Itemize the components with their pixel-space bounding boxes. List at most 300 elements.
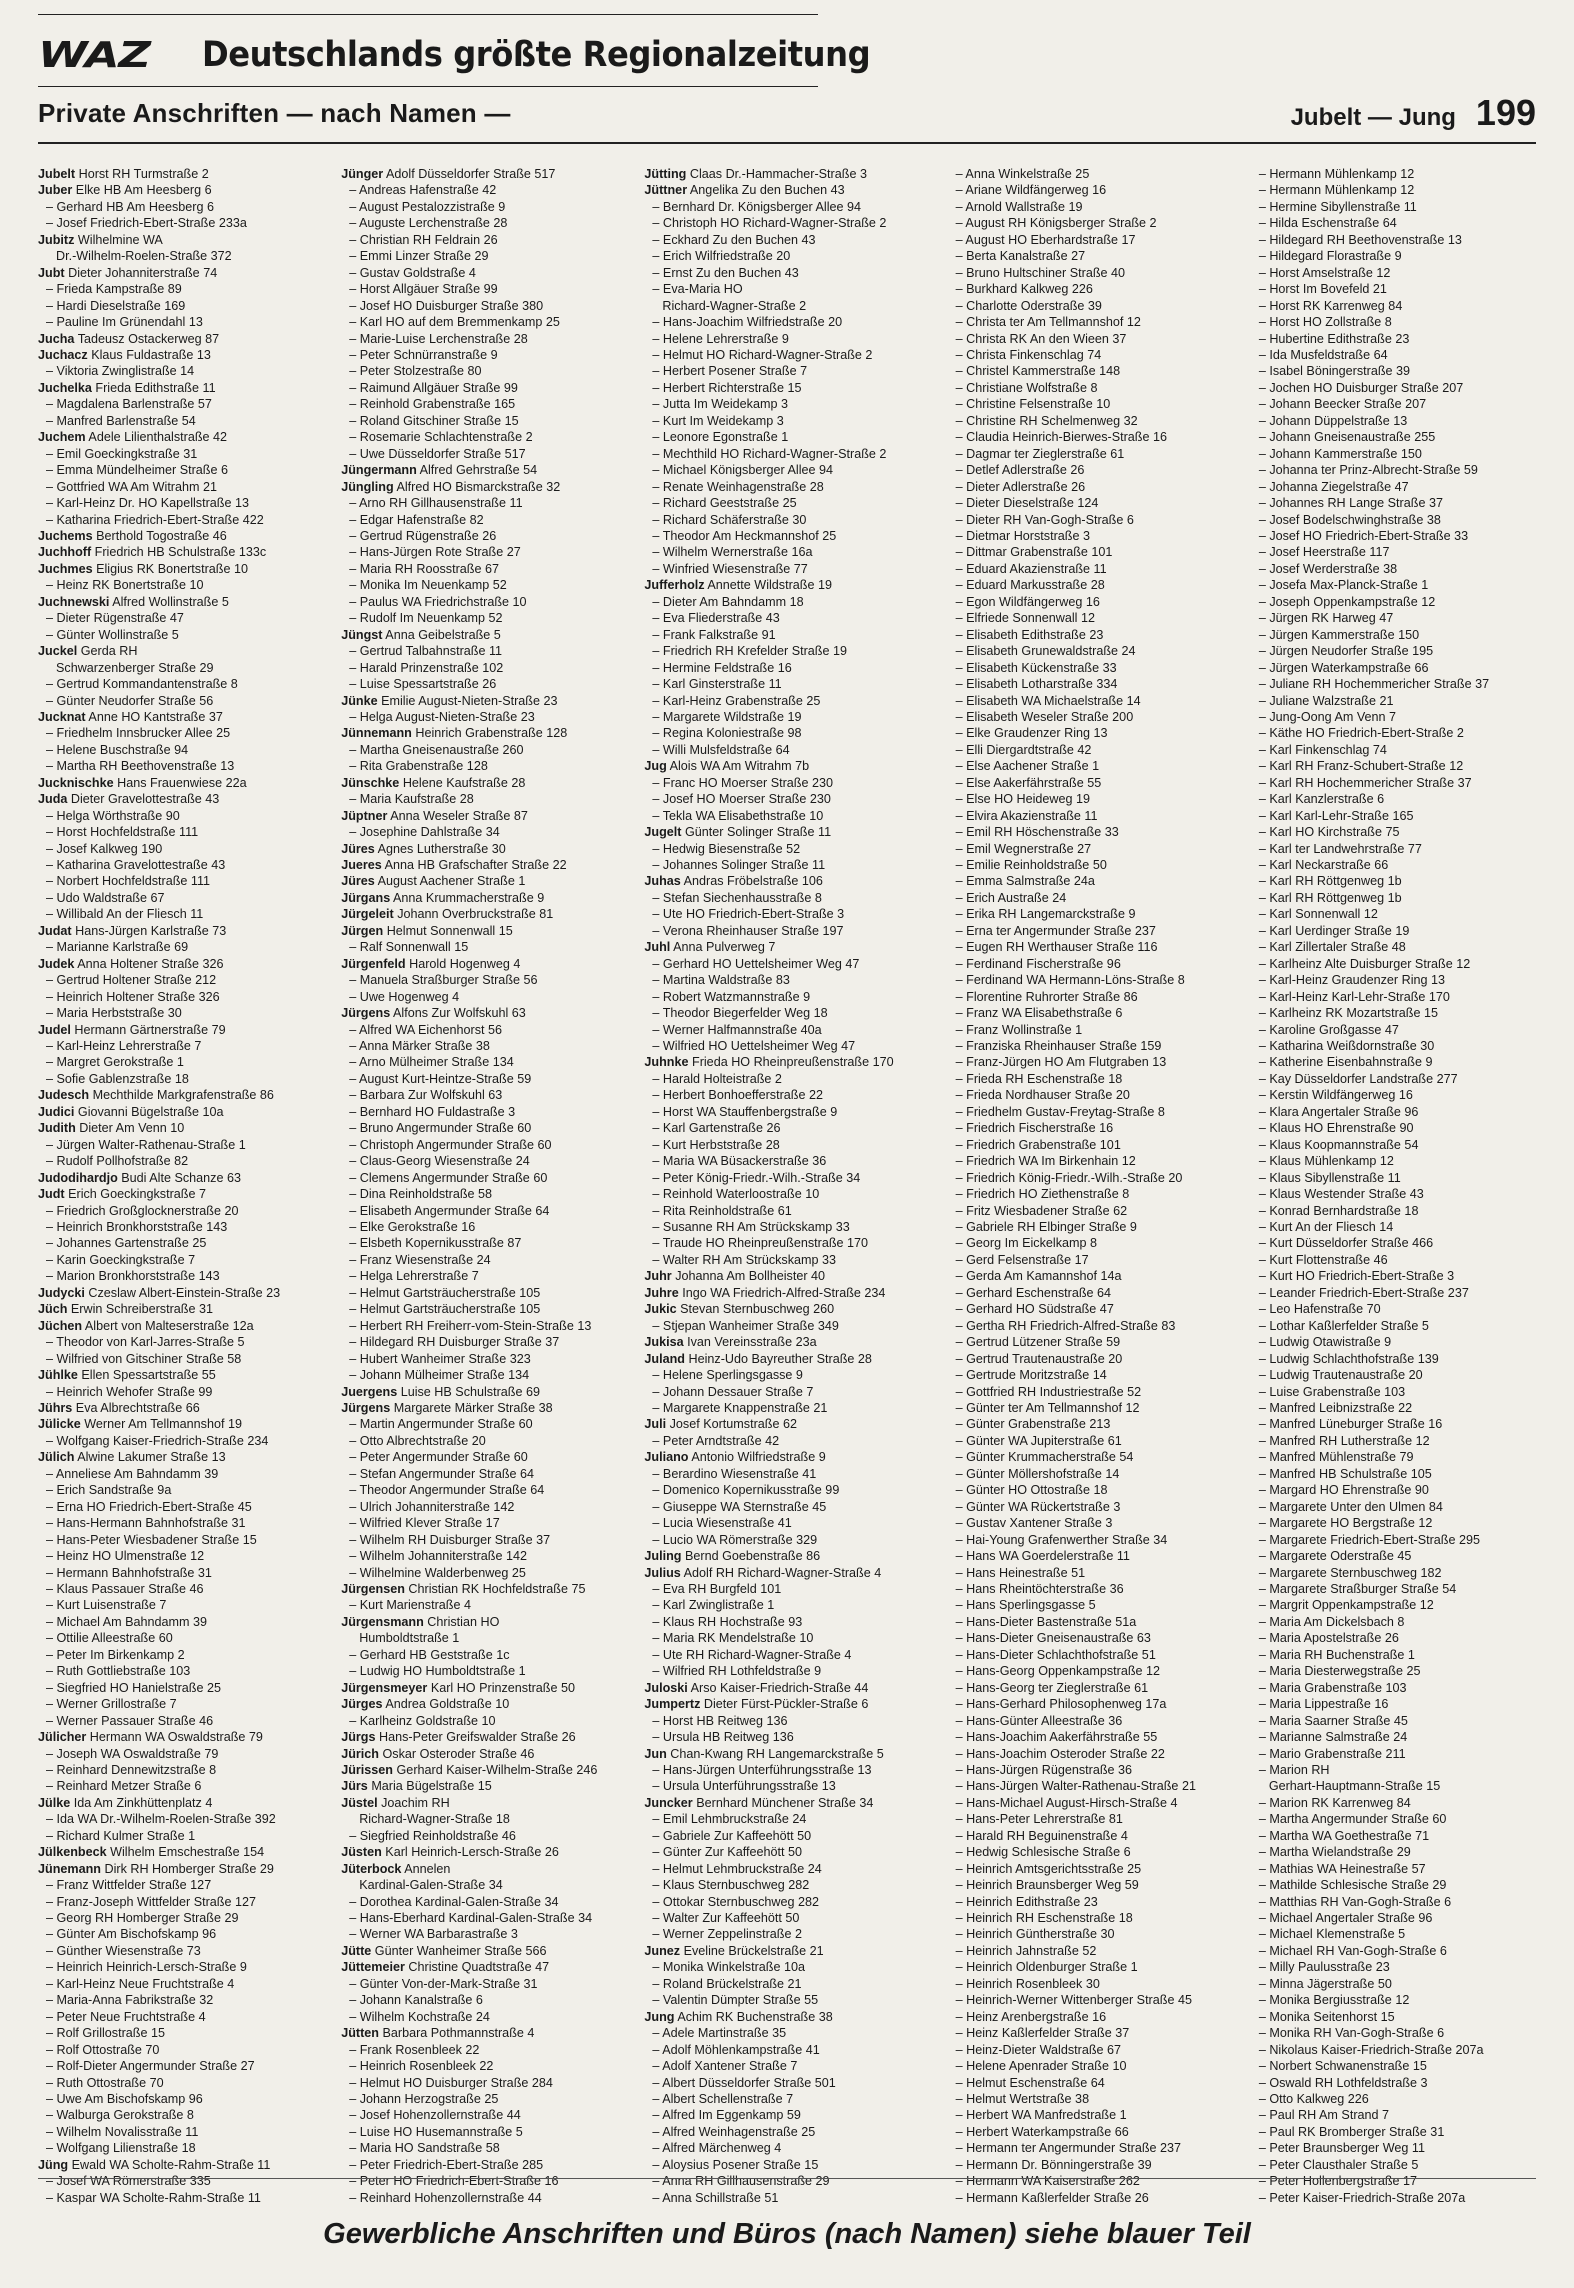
listing-entry bbox=[38, 1565, 327, 1581]
entry-address: Peter Friedrich-Ebert-Straße 285 bbox=[359, 2157, 544, 2172]
listing-entry bbox=[341, 281, 630, 297]
listing-entry bbox=[38, 1713, 327, 1729]
entry-address: Agnes Lutherstraße 30 bbox=[377, 841, 506, 856]
entry-address: Valentin Dümpter Straße 55 bbox=[662, 1993, 819, 2008]
listing-entry bbox=[948, 528, 1237, 544]
entry-address: Hermann ter Angermunder Straße 237 bbox=[966, 2141, 1182, 2156]
entry-address: Karl RH Röttgenweg 1b bbox=[1269, 874, 1402, 889]
entry-address: Rolf Ottostraße 70 bbox=[56, 2042, 160, 2057]
entry-address: Johann Gneisenaustraße 255 bbox=[1269, 430, 1436, 445]
entry-address: Wilhelm Kochstraße 24 bbox=[359, 2009, 490, 2024]
listing-entry bbox=[644, 1285, 933, 1301]
listing-entry bbox=[948, 1252, 1237, 1268]
listing-entry bbox=[1251, 610, 1540, 626]
listing-entry bbox=[948, 627, 1237, 643]
listing-entry bbox=[1251, 1400, 1540, 1416]
listing-entry bbox=[1251, 446, 1540, 462]
listing-entry bbox=[341, 1597, 630, 1613]
listing-entry bbox=[644, 775, 933, 791]
entry-address: Johann Mülheimer Straße 134 bbox=[359, 1368, 530, 1383]
listing-entry bbox=[341, 248, 630, 264]
listing-entry bbox=[644, 2025, 933, 2041]
entry-address: Alfred Märchenweg 4 bbox=[662, 2141, 782, 2156]
listing-entry bbox=[341, 1877, 630, 1893]
entry-address: Eduard Akazienstraße 11 bbox=[966, 561, 1107, 576]
listing-entry bbox=[341, 479, 630, 495]
listing-entry bbox=[948, 232, 1237, 248]
entry-address: Heinrich Jahnstraße 52 bbox=[966, 1943, 1097, 1958]
entry-address: Klara Angertaler Straße 96 bbox=[1269, 1104, 1419, 1119]
listing-entry bbox=[341, 1235, 630, 1251]
listing-entry bbox=[341, 1071, 630, 1087]
listing-entry bbox=[341, 775, 630, 791]
listing-entry bbox=[38, 594, 327, 610]
entry-address: Friedrich Großglocknerstraße 20 bbox=[56, 1203, 239, 1218]
listing-entry bbox=[38, 1318, 327, 1334]
entry-address: Johanna Am Bollheister 40 bbox=[675, 1269, 826, 1284]
surname: Juckel bbox=[38, 644, 78, 659]
listing-entry bbox=[948, 1071, 1237, 1087]
listing-entry bbox=[38, 1630, 327, 1646]
surname: Jürgens bbox=[341, 1006, 391, 1021]
entry-address: Arso Kaiser-Friedrich-Straße 44 bbox=[690, 1680, 869, 1695]
listing-entry bbox=[341, 1746, 630, 1762]
entry-address: August RH Königsberger Straße 2 bbox=[965, 216, 1157, 231]
entry-address: Rita Reinholdstraße 61 bbox=[662, 1203, 792, 1218]
entry-address: Christian HO bbox=[427, 1614, 500, 1629]
listing-entry bbox=[948, 676, 1237, 692]
entry-address: Gustav Xantener Straße 3 bbox=[966, 1516, 1113, 1531]
entry-address: Reinhold Grabenstraße 165 bbox=[359, 397, 516, 412]
entry-address: Alfred Gehrstraße 54 bbox=[419, 463, 538, 478]
listing-entry bbox=[341, 1647, 630, 1663]
surname: Jürgeleit bbox=[341, 907, 394, 922]
listing-entry bbox=[341, 446, 630, 462]
listing-entry bbox=[948, 512, 1237, 528]
listing-entry bbox=[948, 1532, 1237, 1548]
listing-entry bbox=[1251, 1894, 1540, 1910]
entry-address: Bernd Goebenstraße 86 bbox=[685, 1549, 821, 1564]
listing-entry bbox=[38, 182, 327, 198]
entry-address: Adolf RH Richard-Wagner-Straße 4 bbox=[683, 1565, 882, 1580]
entry-address: Heinrich Heinrich-Lersch-Straße 9 bbox=[56, 1960, 247, 1975]
listing-entry bbox=[38, 1153, 327, 1169]
entry-address: Friedrich König-Friedr.-Wilh.-Straße 20 bbox=[966, 1170, 1183, 1185]
listing-entry bbox=[38, 1022, 327, 1038]
listing-entry bbox=[1251, 1203, 1540, 1219]
listing-entry bbox=[341, 1416, 630, 1432]
entry-address: Ursula HB Reitweg 136 bbox=[662, 1730, 794, 1745]
entry-address: Peter Angermunder Straße 60 bbox=[359, 1450, 528, 1465]
listing-entry bbox=[644, 824, 933, 840]
entry-address: Theodor von Karl-Jarres-Straße 5 bbox=[56, 1335, 245, 1350]
listing-entry bbox=[948, 199, 1237, 215]
entry-address: Klaus Sibyllenstraße 11 bbox=[1269, 1170, 1401, 1185]
entry-address: Emil Goeckingkstraße 31 bbox=[56, 446, 198, 461]
entry-address: Karlheinz RK Mozartstraße 15 bbox=[1269, 1006, 1439, 1021]
listing-entry bbox=[38, 1087, 327, 1103]
listing-entry bbox=[948, 939, 1237, 955]
listing-entry bbox=[38, 2124, 327, 2140]
listing-entry bbox=[1251, 873, 1540, 889]
listing-entry bbox=[644, 232, 933, 248]
listing-entry bbox=[341, 544, 630, 560]
listing-entry bbox=[341, 1120, 630, 1136]
entry-address: Elisabeth Edithstraße 23 bbox=[966, 627, 1104, 642]
page-range bbox=[1291, 92, 1536, 134]
listing-entry bbox=[38, 314, 327, 330]
entry-address: Mechthilde Markgrafenstraße 86 bbox=[92, 1088, 274, 1103]
listing-entry bbox=[341, 873, 630, 889]
listing-entry bbox=[1251, 396, 1540, 412]
entry-address: Theodor Biegerfelder Weg 18 bbox=[662, 1006, 828, 1021]
entry-address: Walter Zur Kaffeehött 50 bbox=[662, 1911, 800, 1926]
listing-entry bbox=[1251, 1861, 1540, 1877]
listing-entry bbox=[1251, 1795, 1540, 1811]
listing-entry bbox=[38, 2140, 327, 2156]
entry-address: Peter Arndtstraße 42 bbox=[662, 1433, 780, 1448]
listing-entry bbox=[1251, 1186, 1540, 1202]
entry-address: Christa RK An den Wieen 37 bbox=[966, 331, 1127, 346]
listing-entry bbox=[644, 2157, 933, 2173]
listing-entry bbox=[948, 1268, 1237, 1284]
entry-address: Werner Am Tellmannshof 19 bbox=[84, 1417, 242, 1432]
listing-entry bbox=[1251, 1614, 1540, 1630]
listing-entry bbox=[341, 1926, 630, 1942]
surname: Jürgs bbox=[341, 1730, 376, 1745]
entry-address: Christa Finkenschlag 74 bbox=[966, 347, 1102, 362]
listing-entry bbox=[38, 1071, 327, 1087]
entry-address: Arno Mülheimer Straße 134 bbox=[359, 1055, 514, 1070]
entry-address: Karl HO auf dem Bremmenkamp 25 bbox=[359, 315, 560, 330]
entry-address: Friedhelm Gustav-Freytag-Straße 8 bbox=[966, 1104, 1165, 1119]
listing-entry bbox=[341, 1894, 630, 1910]
listing-entry bbox=[341, 758, 630, 774]
listing-entry bbox=[948, 1926, 1237, 1942]
listing-entry bbox=[1251, 1449, 1540, 1465]
entry-address: Elisabeth Angermunder Straße 64 bbox=[359, 1203, 550, 1218]
entry-address: Giuseppe WA Sternstraße 45 bbox=[662, 1499, 827, 1514]
entry-address: Hai-Young Grafenwerther Straße 34 bbox=[966, 1532, 1168, 1547]
listing-entry bbox=[1251, 1137, 1540, 1153]
surname: Jufferholz bbox=[644, 578, 705, 593]
entry-address: Friedrich WA Im Birkenhain 12 bbox=[966, 1154, 1136, 1169]
entry-address: Marion RH bbox=[1269, 1762, 1330, 1777]
listing-entry bbox=[948, 1630, 1237, 1646]
listing-entry bbox=[948, 396, 1237, 412]
entry-address: Elke HB Am Heesberg 6 bbox=[75, 183, 212, 198]
listing-entry bbox=[341, 1466, 630, 1482]
entry-address: Wilhelm RH Duisburger Straße 37 bbox=[359, 1532, 551, 1547]
listing-entry bbox=[38, 627, 327, 643]
listing-entry bbox=[1251, 1252, 1540, 1268]
listing-entry bbox=[1251, 1482, 1540, 1498]
entry-address: August Pestalozzistraße 9 bbox=[359, 199, 506, 214]
entry-address: Karl Neckarstraße 66 bbox=[1269, 858, 1389, 873]
entry-address: Wilhelm Emschestraße 154 bbox=[110, 1845, 265, 1860]
entry-address: Budi Alte Schanze 63 bbox=[121, 1170, 241, 1185]
entry-address: Wolfgang Kaiser-Friedrich-Straße 234 bbox=[56, 1433, 269, 1448]
surname: Juber bbox=[38, 183, 73, 198]
entry-address: Monika Im Neuenkamp 52 bbox=[359, 578, 507, 593]
listing-entry bbox=[38, 725, 327, 741]
entry-address: Elisabeth WA Michaelstraße 14 bbox=[966, 693, 1141, 708]
entry-address: Ewald WA Scholte-Rahm-Straße 11 bbox=[71, 2157, 271, 2172]
entry-address: Hermine Sibyllenstraße 11 bbox=[1269, 199, 1417, 214]
entry-address: Erwin Schreiberstraße 31 bbox=[70, 1302, 213, 1317]
listing-entry bbox=[644, 1400, 933, 1416]
listing-entry bbox=[341, 841, 630, 857]
entry-address: Theodor Am Heckmannshof 25 bbox=[662, 528, 837, 543]
listing-entry bbox=[644, 544, 933, 560]
entry-address: Hermann WA Oswaldstraße 79 bbox=[89, 1730, 263, 1745]
entry-address: Stjepan Wanheimer Straße 349 bbox=[662, 1318, 839, 1333]
listing-entry bbox=[1251, 1844, 1540, 1860]
column-1 bbox=[38, 166, 327, 2205]
listing-entry bbox=[644, 873, 933, 889]
listing-entry bbox=[644, 363, 933, 379]
entry-address: Anna HB Grafschafter Straße 22 bbox=[384, 858, 567, 873]
listing-entry bbox=[38, 1186, 327, 1202]
entry-address: Karl-Heinz Lehrerstraße 7 bbox=[56, 1039, 202, 1054]
listing-entry bbox=[948, 1861, 1237, 1877]
entry-address: Wilhelmine Walderbenweg 25 bbox=[359, 1565, 526, 1580]
entry-address: Dieter Adlerstraße 26 bbox=[966, 479, 1086, 494]
listing-entry bbox=[38, 1466, 327, 1482]
entry-address: Alfred Weinhagenstraße 25 bbox=[662, 2124, 816, 2139]
entry-address: Günter Wollinstraße 5 bbox=[56, 627, 179, 642]
entry-address: Josef HO Moerser Straße 230 bbox=[662, 792, 831, 807]
listing-entry bbox=[38, 923, 327, 939]
listing-entry bbox=[341, 1910, 630, 1926]
entry-address: Margarete Friedrich-Ebert-Straße 295 bbox=[1269, 1532, 1481, 1547]
listing-entry bbox=[644, 1630, 933, 1646]
listing-entry bbox=[1251, 1268, 1540, 1284]
entry-address: Maria Am Dickelsbach 8 bbox=[1269, 1614, 1405, 1629]
listing-entry bbox=[38, 577, 327, 593]
listing-entry bbox=[341, 989, 630, 1005]
listing-entry bbox=[341, 1943, 630, 1959]
entry-address: Ludwig Trautenaustraße 20 bbox=[1269, 1368, 1423, 1383]
listing-entry bbox=[341, 939, 630, 955]
entry-address: Helmut Lehmbruckstraße 24 bbox=[662, 1861, 822, 1876]
listing-entry bbox=[38, 413, 327, 429]
entry-address: Josef Kortumstraße 62 bbox=[669, 1417, 797, 1432]
listing-entry bbox=[948, 1054, 1237, 1070]
entry-address: Georg Im Eickelkamp 8 bbox=[966, 1236, 1098, 1251]
listing-entry bbox=[1251, 413, 1540, 429]
listing-entry bbox=[1251, 1746, 1540, 1762]
surname: Jüres bbox=[341, 841, 375, 856]
listing-entry bbox=[1251, 1071, 1540, 1087]
entry-address: Detlef Adlerstraße 26 bbox=[966, 463, 1085, 478]
listing-entry bbox=[948, 791, 1237, 807]
entry-address: Robert Watzmannstraße 9 bbox=[662, 989, 811, 1004]
listing-entry bbox=[1251, 627, 1540, 643]
surname: Jürgensmann bbox=[341, 1614, 424, 1629]
entry-address: Oswald RH Lothfeldstraße 3 bbox=[1269, 2075, 1428, 2090]
entry-address: Else Aachener Straße 1 bbox=[966, 759, 1100, 774]
listing-entry bbox=[644, 627, 933, 643]
entry-address: August HO Eberhardstraße 17 bbox=[965, 232, 1136, 247]
listing-entry bbox=[644, 347, 933, 363]
listing-entry bbox=[341, 1992, 630, 2008]
surname: Jüterbock bbox=[341, 1861, 402, 1876]
entry-address: Harald Holteistraße 2 bbox=[662, 1071, 782, 1086]
entry-address: Richard Kulmer Straße 1 bbox=[56, 1828, 196, 1843]
listing-entry bbox=[38, 248, 327, 264]
entry-address: Herbert WA Manfredstraße 1 bbox=[966, 2108, 1127, 2123]
entry-address: Ottokar Sternbuschweg 282 bbox=[662, 1894, 820, 1909]
entry-address: Hildegard Florastraße 9 bbox=[1269, 249, 1402, 264]
entry-address: Achim RK Buchenstraße 38 bbox=[677, 2009, 833, 2024]
listing-entry bbox=[644, 2107, 933, 2123]
entry-address: Arno RH Gillhausenstraße 11 bbox=[359, 496, 523, 511]
listing-entry bbox=[1251, 2025, 1540, 2041]
listing-entry bbox=[948, 1795, 1237, 1811]
listing-entry bbox=[38, 791, 327, 807]
listing-entry bbox=[1251, 1466, 1540, 1482]
listing-entry bbox=[341, 890, 630, 906]
listing-entry bbox=[948, 281, 1237, 297]
listing-entry bbox=[948, 725, 1237, 741]
listing-entry bbox=[644, 1844, 933, 1860]
entry-address: Anna Krummacherstraße 9 bbox=[393, 890, 545, 905]
listing-entry bbox=[948, 1992, 1237, 2008]
entry-address: Hans-Peter Wiesbadener Straße 15 bbox=[56, 1532, 257, 1547]
listing-entry bbox=[948, 775, 1237, 791]
entry-address: Hans-Peter Greifswalder Straße 26 bbox=[379, 1730, 576, 1745]
entry-address: Wilfried HO Uettelsheimer Weg 47 bbox=[662, 1039, 856, 1054]
listing-entry bbox=[948, 1170, 1237, 1186]
entry-address: Gerda Am Kamannshof 14a bbox=[966, 1269, 1122, 1284]
listing-entry bbox=[1251, 2140, 1540, 2156]
listing-entry bbox=[38, 1762, 327, 1778]
entry-address: Ruth Ottostraße 70 bbox=[56, 2075, 164, 2090]
entry-address: Elli Diergardtstraße 42 bbox=[966, 742, 1092, 757]
listing-entry bbox=[38, 347, 327, 363]
entry-address: Schwarzenberger Straße 29 bbox=[56, 660, 214, 675]
entry-address: Friedrich RH Krefelder Straße 19 bbox=[662, 644, 847, 659]
entry-address: Heinz Arenbergstraße 16 bbox=[966, 2009, 1107, 2024]
listing-entry bbox=[948, 1762, 1237, 1778]
listing-entry bbox=[644, 1565, 933, 1581]
entry-address: Josef Heerstraße 117 bbox=[1269, 545, 1390, 560]
entry-address: Berta Kanalstraße 27 bbox=[966, 249, 1086, 264]
entry-address: Heinrich Rosenbleek 30 bbox=[966, 1976, 1100, 1991]
entry-address: Angelika Zu den Buchen 43 bbox=[689, 183, 845, 198]
listing-entry bbox=[38, 610, 327, 626]
entry-address: Wilfried Klever Straße 17 bbox=[359, 1516, 500, 1531]
listing-entry bbox=[38, 1532, 327, 1548]
listing-entry bbox=[341, 1252, 630, 1268]
listing-entry bbox=[1251, 380, 1540, 396]
entry-address: Martha Gneisenaustraße 260 bbox=[359, 742, 524, 757]
entry-address: Adolf Möhlenkampstraße 41 bbox=[662, 2042, 820, 2057]
listing-entry bbox=[38, 1548, 327, 1564]
listing-entry bbox=[1251, 1910, 1540, 1926]
listing-entry bbox=[38, 166, 327, 182]
entry-address: Hans-Georg ter Zieglerstraße 61 bbox=[966, 1680, 1149, 1695]
entry-address: Milly Paulusstraße 23 bbox=[1269, 1960, 1390, 1975]
entry-address: Wilhelm Wernerstraße 16a bbox=[662, 545, 813, 560]
listing-entry bbox=[644, 1449, 933, 1465]
entry-address: Gertrud Talbahnstraße 11 bbox=[359, 644, 503, 659]
listing-entry bbox=[948, 1499, 1237, 1515]
listing-entry bbox=[1251, 1515, 1540, 1531]
listing-entry bbox=[948, 314, 1237, 330]
entry-address: Gertrud Trautenaustraße 20 bbox=[966, 1351, 1123, 1366]
entry-address: Kurt Marienstraße 4 bbox=[359, 1598, 472, 1613]
entry-address: Paul RK Bromberger Straße 31 bbox=[1269, 2124, 1445, 2139]
surname: Jürs bbox=[341, 1779, 368, 1794]
entry-address: Heinrich RH Eschenstraße 18 bbox=[966, 1911, 1133, 1926]
listing-entry bbox=[38, 1203, 327, 1219]
entry-address: Egon Wildfängerweg 16 bbox=[966, 594, 1100, 609]
listing-entry bbox=[644, 1252, 933, 1268]
listing-entry bbox=[644, 199, 933, 215]
entry-address: Kerstin Wildfängerweg 16 bbox=[1269, 1088, 1413, 1103]
entry-address: Katherine Eisenbahnstraße 9 bbox=[1269, 1055, 1433, 1070]
entry-address: Domenico Kopernikusstraße 99 bbox=[662, 1483, 840, 1498]
listing-entry bbox=[341, 709, 630, 725]
entry-address: Margarete Wildstraße 19 bbox=[662, 709, 802, 724]
listing-entry bbox=[1251, 1416, 1540, 1432]
listing-entry bbox=[38, 643, 327, 659]
entry-address: Stevan Sternbuschweg 260 bbox=[680, 1302, 835, 1317]
entry-address: Matthias RH Van-Gogh-Straße 6 bbox=[1269, 1894, 1452, 1909]
surname: Jürgensmeyer bbox=[341, 1680, 428, 1695]
entry-address: Günter Solinger Straße 11 bbox=[685, 825, 832, 840]
listing-entry bbox=[1251, 1351, 1540, 1367]
entry-address: Otto Kalkweg 226 bbox=[1269, 2092, 1369, 2107]
entry-address: Heinrich Rosenbleek 22 bbox=[359, 2059, 494, 2074]
entry-address: Roland Brückelstraße 21 bbox=[662, 1976, 802, 1991]
listing-entry bbox=[1251, 972, 1540, 988]
listing-entry bbox=[38, 331, 327, 347]
entry-address: Bruno Angermunder Straße 60 bbox=[359, 1121, 532, 1136]
listing-entry bbox=[38, 873, 327, 889]
listing-entry bbox=[341, 1054, 630, 1070]
entry-address: Chan-Kwang RH Langemarckstraße 5 bbox=[670, 1746, 884, 1761]
listing-entry bbox=[38, 939, 327, 955]
listing-entry bbox=[38, 2058, 327, 2074]
entry-address: Hedwig Biesenstraße 52 bbox=[662, 841, 801, 856]
entry-address: Margarete Oderstraße 45 bbox=[1269, 1549, 1412, 1564]
listing-entry bbox=[644, 2042, 933, 2058]
listing-entry bbox=[644, 758, 933, 774]
entry-address: Dirk RH Homberger Straße 29 bbox=[104, 1861, 274, 1876]
listing-entry bbox=[948, 1235, 1237, 1251]
entry-address: Günter WA Rückertstraße 3 bbox=[966, 1499, 1121, 1514]
entry-address: Lucia Wiesenstraße 41 bbox=[662, 1516, 792, 1531]
entry-address: Martha Angermunder Straße 60 bbox=[1269, 1812, 1447, 1827]
listing-entry bbox=[948, 2157, 1237, 2173]
entry-address: Kurt An der Fliesch 14 bbox=[1269, 1220, 1394, 1234]
listing-entry bbox=[341, 1680, 630, 1696]
listing-entry bbox=[1251, 1663, 1540, 1679]
surname: Judici bbox=[38, 1104, 75, 1119]
entry-address: Giovanni Bügelstraße 10a bbox=[77, 1104, 224, 1119]
listing-entry bbox=[38, 495, 327, 511]
listing-entry bbox=[38, 232, 327, 248]
entry-address: Josef Friedrich-Ebert-Straße 233a bbox=[56, 216, 247, 231]
listing-entry bbox=[1251, 824, 1540, 840]
listing-entry bbox=[644, 725, 933, 741]
listing-entry bbox=[38, 2107, 327, 2123]
listing-entry bbox=[341, 429, 630, 445]
entry-address: Frank Falkstraße 91 bbox=[662, 627, 776, 642]
